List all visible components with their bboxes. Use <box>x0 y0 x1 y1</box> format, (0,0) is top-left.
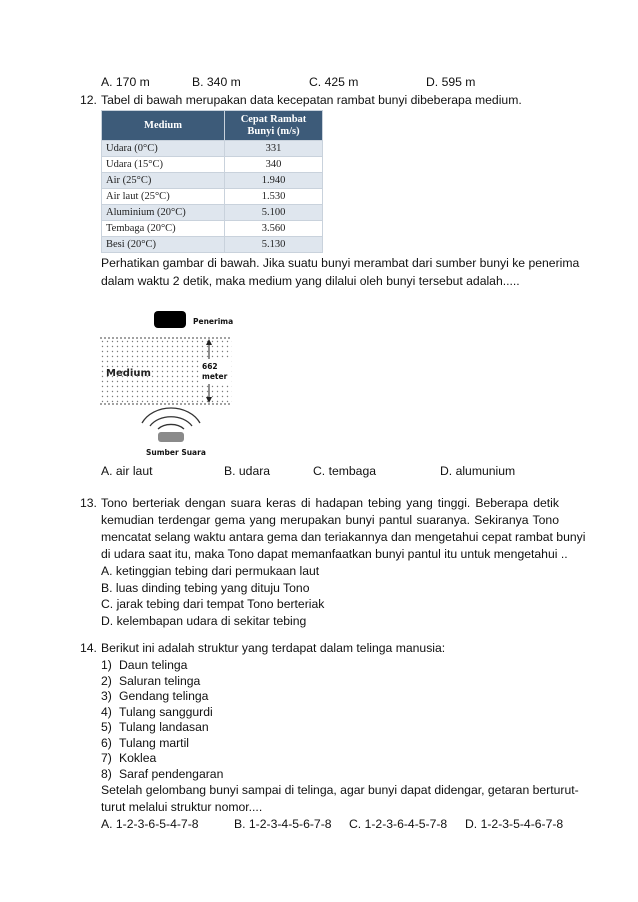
list-item-number: 5) <box>101 720 112 734</box>
q13-option-b[interactable]: B. luas dinding tebing yang dituju Tono <box>101 581 310 595</box>
list-item: Tulang landasan <box>119 720 209 734</box>
list-item-number: 6) <box>101 736 112 750</box>
list-item: Koklea <box>119 751 157 765</box>
q14-option-a[interactable]: A. 1-2-3-6-5-4-7-8 <box>101 817 199 831</box>
medium-label: Medium <box>106 368 151 379</box>
medium-cell: Aluminium (20°C) <box>102 205 225 221</box>
q13-text-line4: di udara saat itu, maka Tono dapat memanfaatkan bunyi pantul itu untuk mengetahui .. <box>101 547 568 561</box>
q14-text: Berikut ini adalah struktur yang terdapat dalam telinga manusia: <box>101 641 446 655</box>
q13-text-line3: mencatat selang waktu antara gema dan teriakannya dan mengetahui cepat rambat bunyi <box>101 530 586 544</box>
list-item-number: 2) <box>101 674 112 688</box>
q14-number: 14. <box>80 641 97 655</box>
q11-option-c[interactable]: C. 425 m <box>309 75 359 89</box>
speed-cell: 1.940 <box>225 173 323 189</box>
medium-cell: Air (25°C) <box>102 173 225 189</box>
list-item: Gendang telinga <box>119 689 209 703</box>
receiver-label: Penerima <box>193 317 234 326</box>
speed-cell: 5.100 <box>225 205 323 221</box>
q12-number: 12. <box>80 93 97 107</box>
table-row <box>102 237 323 253</box>
list-item: Tulang martil <box>119 736 189 750</box>
medium-cell: Udara (15°C) <box>102 157 225 173</box>
receiver-icon <box>154 311 186 328</box>
table-row <box>102 141 323 157</box>
table-row <box>102 157 323 173</box>
list-item-number: 4) <box>101 705 112 719</box>
speed-cell: 5.130 <box>225 237 323 253</box>
list-item-number: 3) <box>101 689 112 703</box>
table-header-speed <box>225 111 323 141</box>
q12-option-c[interactable]: C. tembaga <box>313 464 377 478</box>
q13-text-line2: kemudian terdengar gema yang merupakan bunyi pantul suaranya. Sekiranya Tono <box>101 513 559 527</box>
medium-cell: Tembaga (20°C) <box>102 221 225 237</box>
q14-option-b[interactable]: B. 1-2-3-4-5-6-7-8 <box>234 817 332 831</box>
q13-option-c[interactable]: C. jarak tebing dari tempat Tono berteriak <box>101 597 325 611</box>
medium-cell: Air laut (25°C) <box>102 189 225 205</box>
sound-wave-icon <box>142 408 200 429</box>
list-item: Daun telinga <box>119 658 188 672</box>
table-row <box>102 221 323 237</box>
q13-option-a[interactable]: A. ketinggian tebing dari permukaan laut <box>101 564 320 578</box>
speed-cell: 331 <box>225 141 323 157</box>
q14-option-d[interactable]: D. 1-2-3-5-4-6-7-8 <box>465 817 564 831</box>
q14-question-line1: Setelah gelombang bunyi sampai di telinga, agar bunyi dapat didengar, getaran berturut- <box>101 783 579 797</box>
table-header-speed-line2: Bunyi (m/s) <box>247 125 300 137</box>
list-item: Tulang sanggurdi <box>119 705 213 719</box>
medium-cell: Udara (0°C) <box>102 141 225 157</box>
q12-text: Tabel di bawah merupakan data kecepatan rambat bunyi dibeberapa medium. <box>101 93 522 107</box>
list-item-number: 7) <box>101 751 112 765</box>
distance-value: 662 <box>202 362 218 371</box>
q12-option-b[interactable]: B. udara <box>224 464 271 478</box>
distance-unit: meter <box>202 372 228 381</box>
q11-option-b[interactable]: B. 340 m <box>192 75 241 89</box>
speed-cell: 3.560 <box>225 221 323 237</box>
table-header-medium: Medium <box>102 111 225 141</box>
q13-option-d[interactable]: D. kelembapan udara di sekitar tebing <box>101 614 307 628</box>
list-item: Saraf pendengaran <box>119 767 224 781</box>
q12-paragraph-line2: dalam waktu 2 detik, maka medium yang dilalui oleh bunyi tersebut adalah..... <box>101 274 520 288</box>
list-item: Saluran telinga <box>119 674 201 688</box>
speed-cell: 340 <box>225 157 323 173</box>
sound-source-icon <box>158 432 184 442</box>
q14-question-line2: turut melalui struktur nomor.... <box>101 800 263 814</box>
q14-option-c[interactable]: C. 1-2-3-6-4-5-7-8 <box>349 817 448 831</box>
q11-option-d[interactable]: D. 595 m <box>426 75 476 89</box>
table-row <box>102 205 323 221</box>
table-header-speed-line1: Cepat Rambat <box>240 113 307 125</box>
table-row <box>102 173 323 189</box>
list-item-number: 1) <box>101 658 112 672</box>
medium-cell: Besi (20°C) <box>102 237 225 253</box>
q13-text-line1: Tono berteriak dengan suara keras di hadapan tebing yang tinggi. Beberapa detik <box>101 496 559 510</box>
source-label: Sumber Suara <box>146 448 206 457</box>
sound-medium-figure <box>96 305 246 462</box>
speed-table <box>101 110 323 253</box>
list-item-number: 8) <box>101 767 112 781</box>
table-row <box>102 189 323 205</box>
speed-cell: 1.530 <box>225 189 323 205</box>
q13-number: 13. <box>80 496 97 510</box>
q12-option-d[interactable]: D. alumunium <box>440 464 516 478</box>
q11-option-a[interactable]: A. 170 m <box>101 75 150 89</box>
q12-paragraph-line1: Perhatikan gambar di bawah. Jika suatu bunyi merambat dari sumber bunyi ke penerima <box>101 256 580 270</box>
q12-option-a[interactable]: A. air laut <box>101 464 153 478</box>
